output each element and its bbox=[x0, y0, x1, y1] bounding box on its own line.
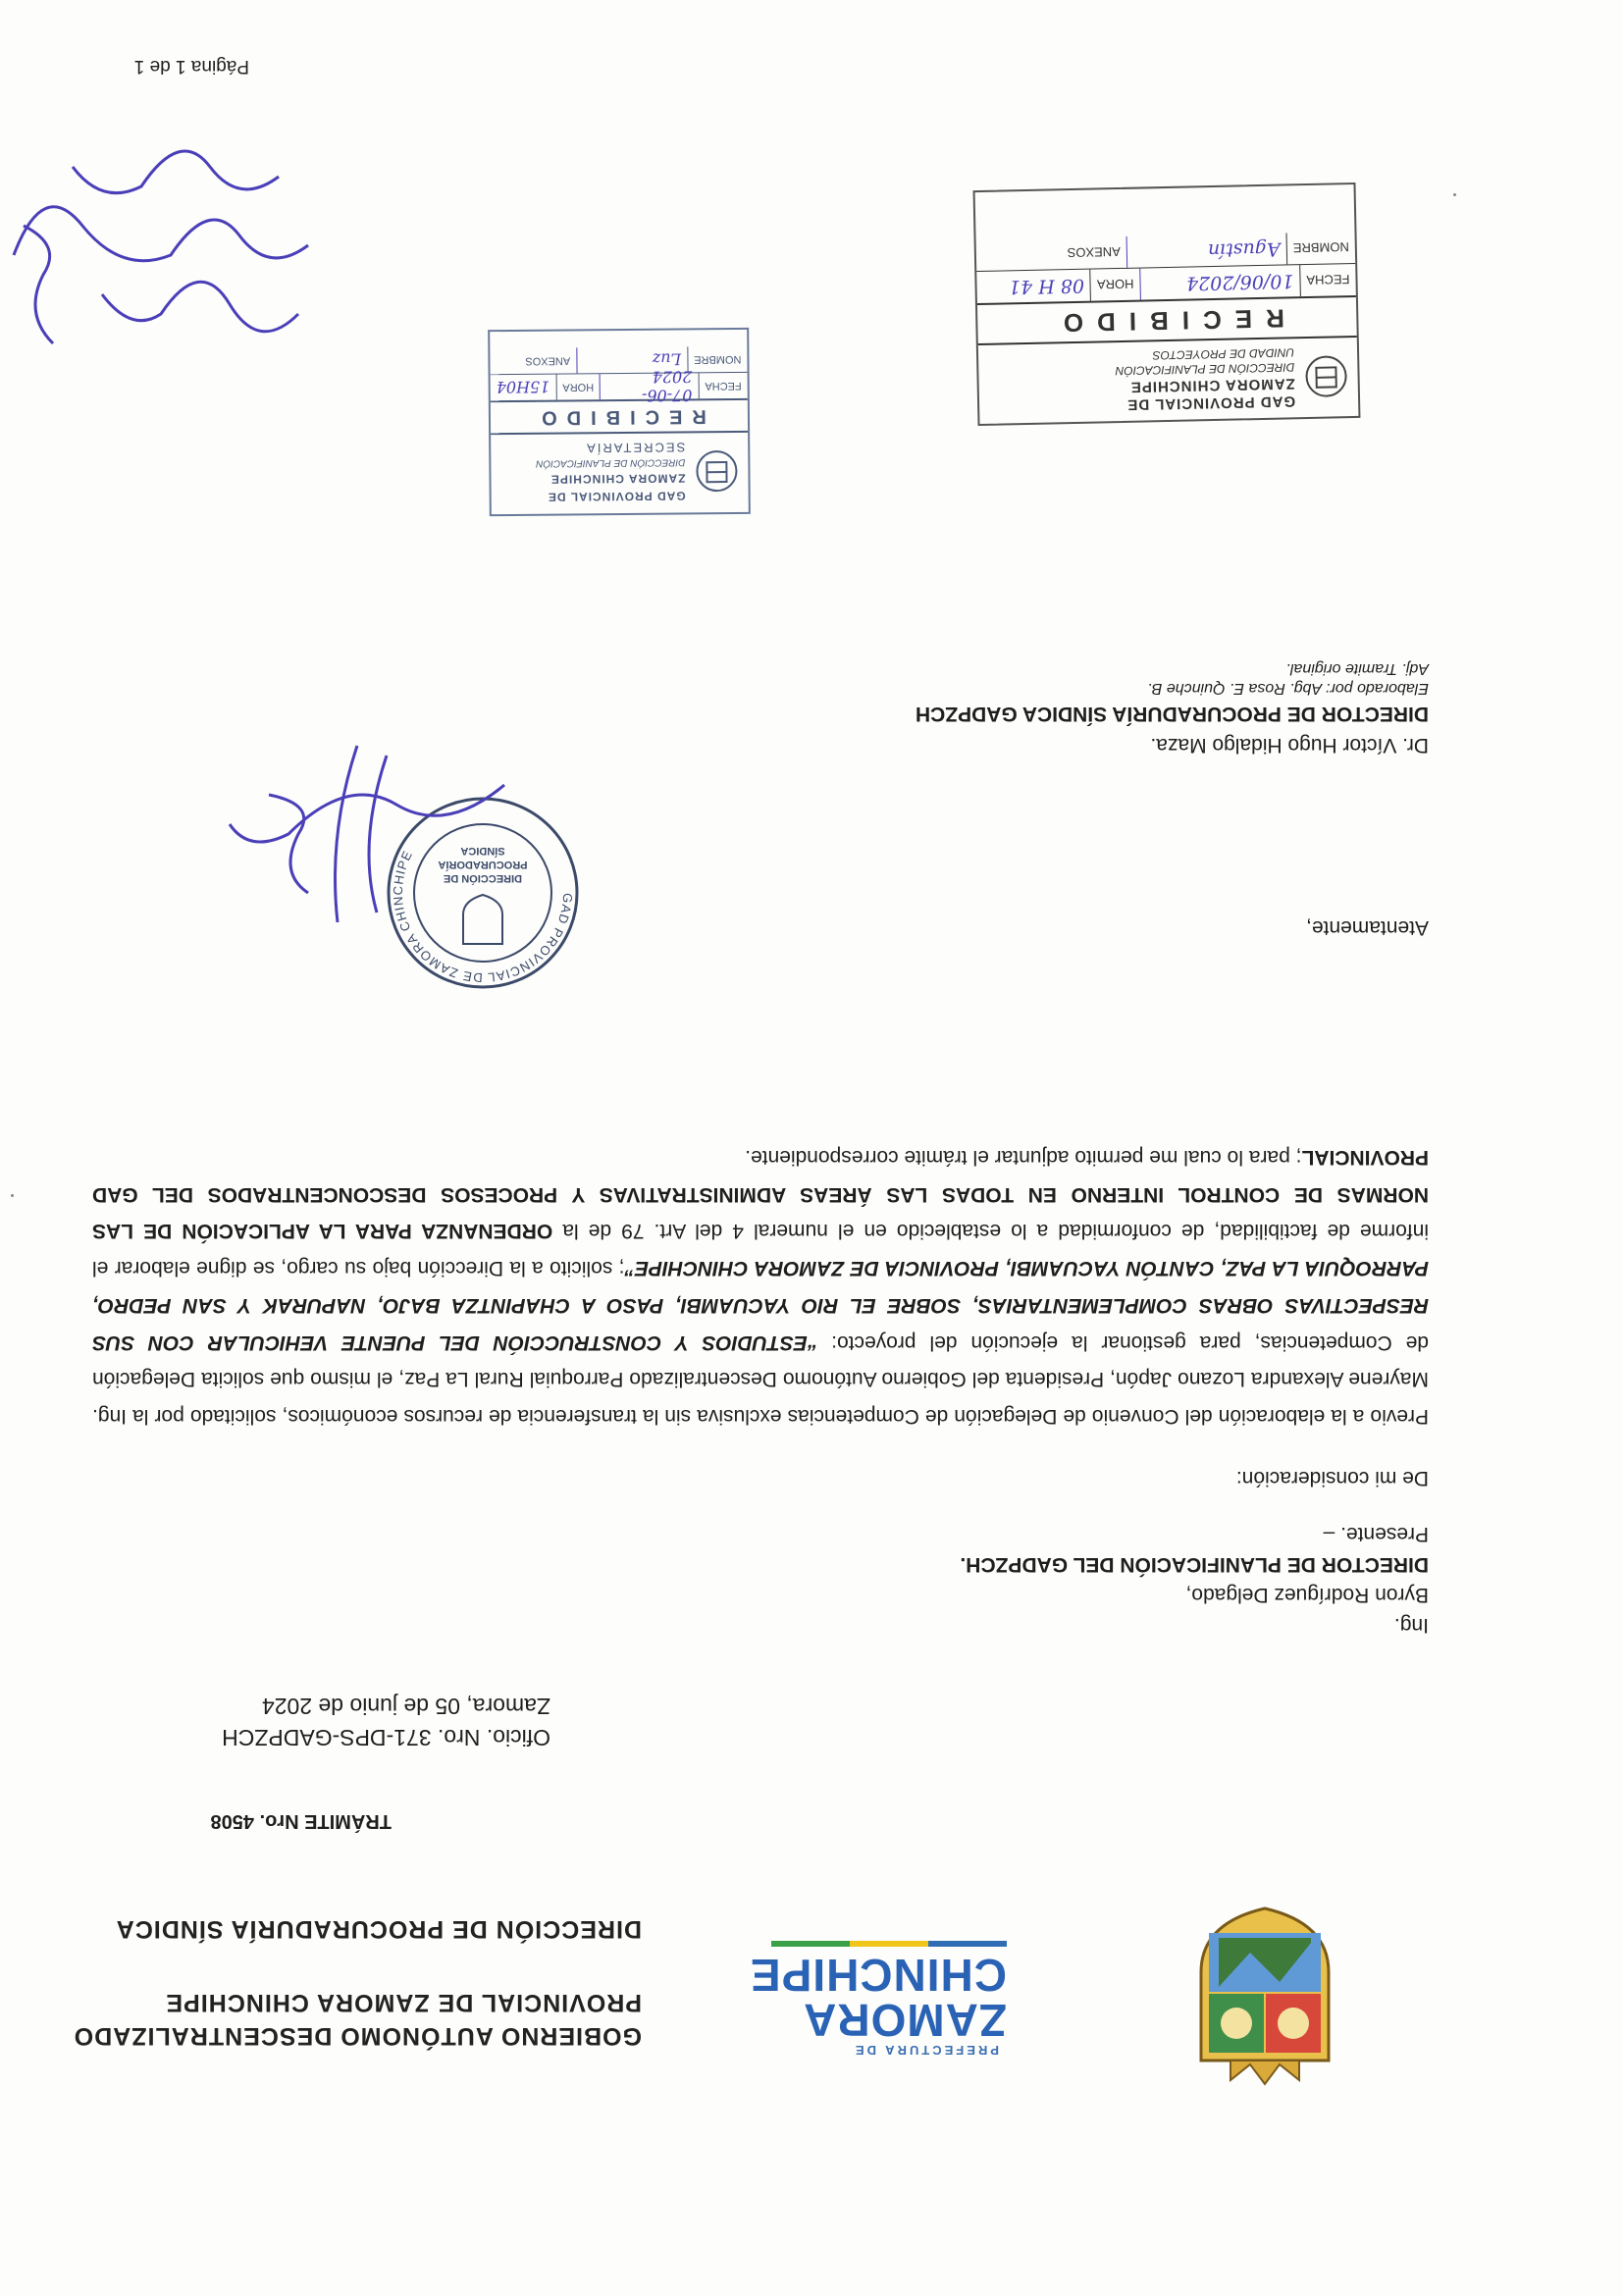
institution-line-2: PROVINCIAL DE ZAMORA CHINCHIPE bbox=[165, 1989, 642, 2016]
prefectura-coat-of-arms-icon bbox=[1191, 1904, 1338, 2090]
gad-emblem-icon bbox=[695, 446, 738, 496]
stamp-line-3: DIRECCIÓN DE PLANIFICACIÓN bbox=[536, 456, 686, 469]
brand-line-1: ZAMORA bbox=[803, 1995, 1007, 2046]
addressee-presente: Presente. – bbox=[1323, 1523, 1429, 1545]
prefectura-brand bbox=[750, 1941, 1007, 2058]
hora-value: 15H04 bbox=[496, 378, 550, 397]
fecha-value: 10/06/2024 bbox=[1139, 265, 1300, 299]
seal-center-1: DIRECCIÓN DE bbox=[443, 872, 523, 884]
fecha-value: 07-06-2024 bbox=[600, 373, 698, 399]
addressee-block bbox=[960, 1519, 1429, 1641]
handwritten-margin-note bbox=[0, 118, 318, 373]
received-stamp-proyectos bbox=[973, 183, 1361, 426]
addressee-title: Ing. bbox=[1393, 1614, 1429, 1637]
body-part-3: ; para lo cual me permito adjuntar el trámite correspondiente. bbox=[745, 1146, 1302, 1170]
stamp-header bbox=[491, 433, 749, 514]
hora-value: 08 H 41 bbox=[1008, 274, 1085, 298]
body-part-2: ; solicito a la Dirección bajo su cargo, se digne elaborar el informe de factibilidad, de conformidad a lo establecido en el numeral 4 del Art. 79 de la bbox=[92, 1220, 1429, 1280]
nombre-label: NOMBRE bbox=[687, 346, 748, 373]
tramite-number: TRÁMITE Nro. 4508 bbox=[210, 1810, 392, 1832]
scan-speck bbox=[11, 1194, 14, 1197]
stamp-header bbox=[978, 338, 1359, 424]
seal-center-3: SÍNDICA bbox=[460, 845, 505, 857]
anexos-label: ANEXOS bbox=[1067, 244, 1121, 261]
stamp-line-2: ZAMORA CHINCHIPE bbox=[550, 471, 686, 487]
stamp-date-row bbox=[491, 367, 748, 405]
hora-label: HORA bbox=[1090, 269, 1140, 301]
nombre-label: NOMBRE bbox=[1285, 232, 1355, 264]
signer-block bbox=[916, 658, 1429, 760]
signer-position: DIRECTOR DE PROCURADURÍA SÍNDICA GADPZCH bbox=[915, 703, 1429, 725]
department-title: DIRECCIÓN DE PROCURADURÍA SÍNDICA bbox=[115, 1915, 642, 1943]
signer-name: Dr. Víctor Hugo Hidalgo Maza. bbox=[1150, 734, 1429, 757]
anexos-label: ANEXOS bbox=[525, 354, 571, 367]
body-part-1: Previo a la elaboración del Convenio de Delegación de Competencias exclusiva sin la transferencia de recursos económicos, solicitado por la Ing. Mayrene Alexandra Lozano Japón, Presidenta del Gobierno Autónomo Descentralizado Parroquial Rural La Paz, el mismo que solicita Delegación de Competencias, para gestionar la ejecución del proyecto: bbox=[92, 1331, 1429, 1428]
stamp-line-3: DIRECCIÓN DE PLANIFICACIÓN bbox=[1115, 360, 1295, 379]
nombre-value: Luz bbox=[576, 346, 687, 373]
closing: Atentamente, bbox=[1306, 916, 1429, 939]
ordinance-name: ORDENANZA PARA LA APLICACIÓN DE LAS NORMAS DE CONTROL INTERNO EN TODAS LAS ÁREAS ADMINISTRATIVAS Y PROCESOS DESCONCENTRADOS DEL GAD PROVINCIAL bbox=[92, 1146, 1429, 1243]
stamp-line-4: UNIDAD DE PROYECTOS bbox=[1152, 345, 1295, 363]
addressee-position: DIRECTOR DE PLANIFICACIÓN DEL GADPZCH. bbox=[960, 1553, 1429, 1576]
stamp-line-1: GAD PROVINCIAL DE bbox=[1126, 392, 1296, 413]
seal-center-2: PROCURADORÍA bbox=[438, 859, 528, 870]
stamp-name-row bbox=[490, 346, 747, 374]
stamp-received: RECIBIDO bbox=[977, 295, 1357, 345]
nombre-value: Agustín bbox=[1126, 233, 1286, 267]
institution-line-1: GOBIERNO AUTÓNOMO DESCENTRALIZADO bbox=[73, 2022, 642, 2050]
hora-label: HORA bbox=[555, 374, 600, 399]
stamp-line-4: SECRETARÍA bbox=[585, 440, 686, 456]
gad-emblem-icon bbox=[1304, 351, 1348, 401]
fecha-label: FECHA bbox=[698, 373, 748, 398]
oficio-block bbox=[222, 1691, 550, 1753]
addressee-name: Byron Rodríguez Delgado, bbox=[1185, 1584, 1429, 1606]
seal-ring-text: GAD PROVINCIAL DE ZAMORA CHINCHIPE bbox=[390, 848, 576, 986]
oficio-number: Oficio. Nro. 371-DPS-GADPZCH bbox=[222, 1725, 550, 1750]
stamp-received: RECIBIDO bbox=[491, 398, 748, 435]
attachment-note: Adj. Tramite original. bbox=[1285, 660, 1429, 677]
project-name: “ESTUDIOS Y CONSTRUCCIÓN DEL PUENTE VEHICULAR CON SUS RESPECTIVAS OBRAS COMPLEMENTARIAS, SOBRE EL RIO YACUAMBI, PASO A CHAPINTZA BAJO, NAPURAK Y SAN PEDRO, PARROQUIA LA PAZ, CANTÓN YACUAMBI, PROVINCIA DE ZAMORA CHINCHIPE” bbox=[92, 1257, 1429, 1354]
place-date: Zamora, 05 de junio de 2024 bbox=[261, 1694, 550, 1719]
greeting: De mi consideración: bbox=[1235, 1467, 1429, 1489]
body-paragraph bbox=[92, 1138, 1429, 1435]
received-stamp-secretaria bbox=[488, 328, 751, 516]
brand-color-bars bbox=[750, 1941, 1007, 1947]
brand-line-2: CHINCHIPE bbox=[749, 1950, 1007, 2001]
fecha-label: FECHA bbox=[1299, 264, 1356, 296]
institution-name bbox=[74, 1986, 642, 2053]
stamp-line-2: ZAMORA CHINCHIPE bbox=[1129, 375, 1295, 395]
brand-prefix: PREFECTURA DE bbox=[852, 2043, 999, 2058]
handwritten-signature bbox=[210, 726, 524, 952]
stamp-line-1: GAD PROVINCIAL DE bbox=[547, 489, 686, 504]
page-number: Página 1 de 1 bbox=[133, 56, 249, 77]
prepared-by: Elaborado por: Abg. Rosa E. Quinche B. bbox=[1147, 680, 1429, 697]
scan-speck bbox=[1453, 193, 1456, 196]
